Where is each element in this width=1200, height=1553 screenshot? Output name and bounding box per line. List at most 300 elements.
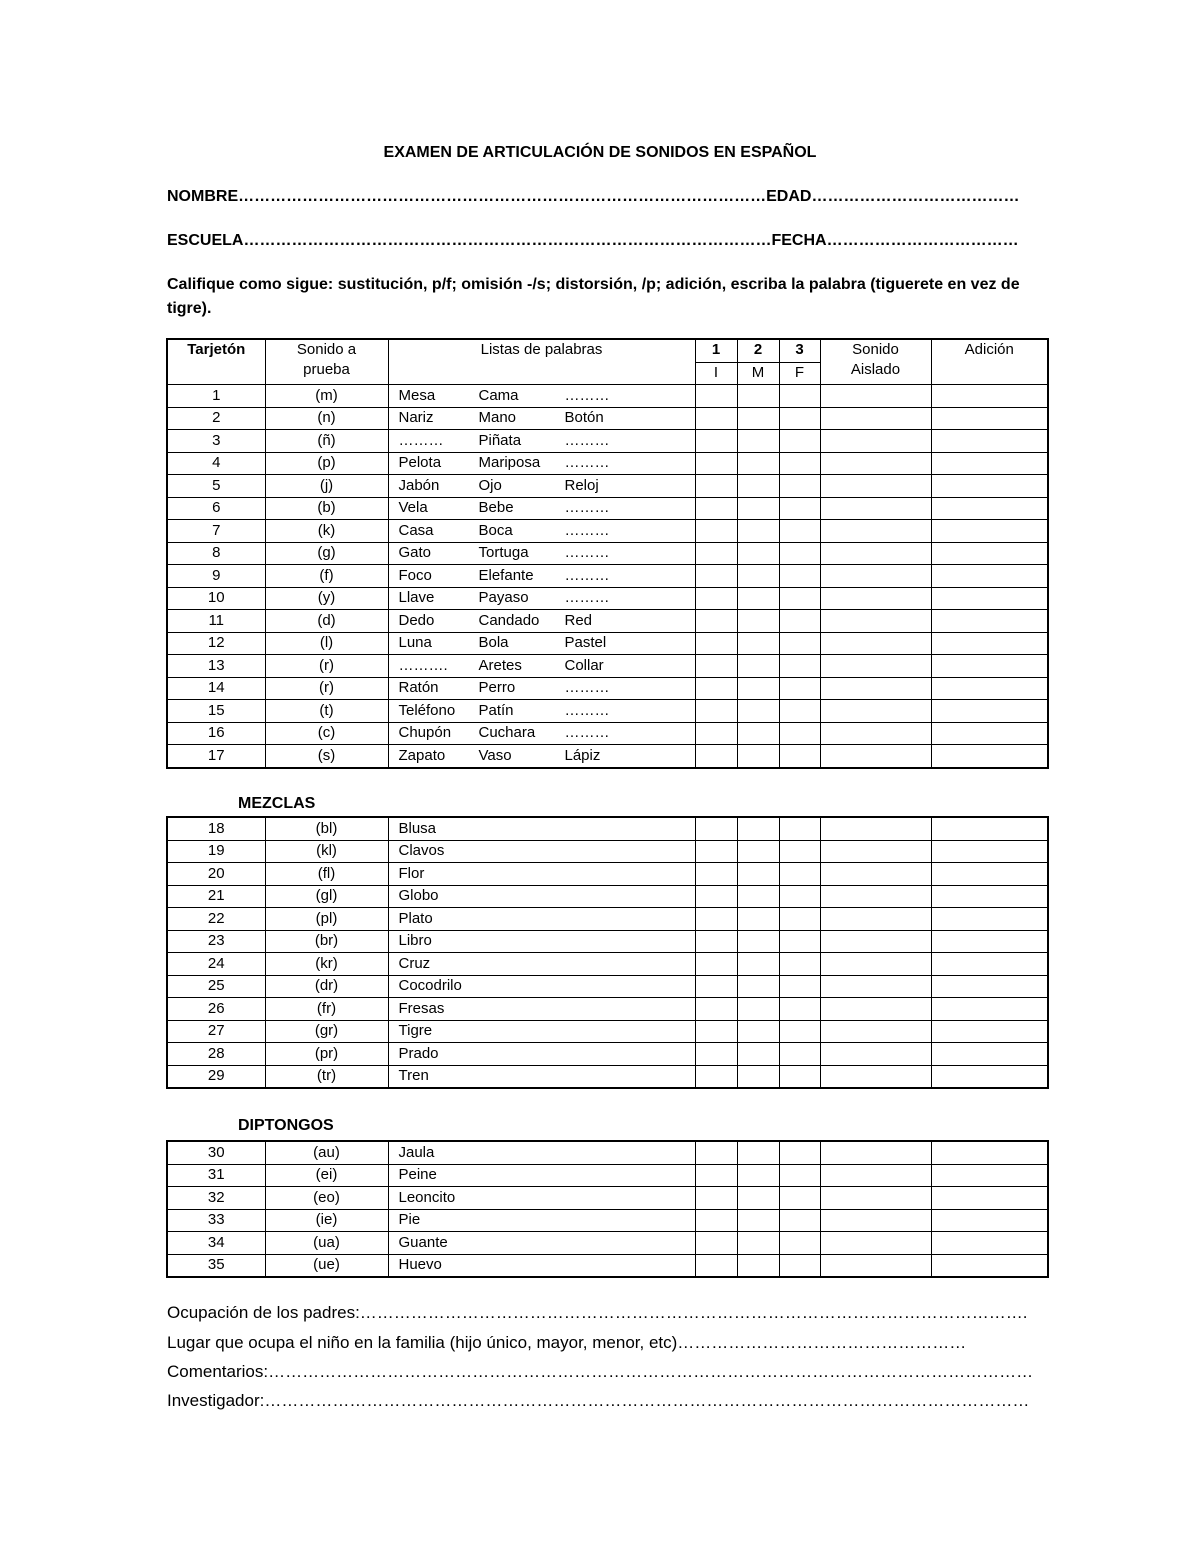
cell-pos2[interactable] — [737, 655, 779, 678]
cell-pos3[interactable] — [779, 863, 820, 886]
cell-pos1[interactable] — [695, 1209, 737, 1232]
table-row — [167, 953, 1048, 976]
word-item: Blusa — [388, 817, 695, 840]
cell-pos2[interactable] — [737, 587, 779, 610]
cell-pos3[interactable] — [779, 610, 820, 633]
sound-label: (g) — [265, 542, 388, 565]
word-item: Zapato — [398, 746, 446, 764]
table-row — [167, 565, 1048, 588]
card-number: 2 — [167, 407, 265, 430]
cell-pos2[interactable] — [737, 885, 779, 908]
cell-pos1[interactable] — [695, 1141, 737, 1164]
cell-pos2[interactable] — [737, 840, 779, 863]
cell-adicion[interactable] — [931, 1254, 1048, 1277]
word-list — [388, 700, 695, 723]
card-number: 7 — [167, 520, 265, 543]
cell-pos2[interactable] — [737, 863, 779, 886]
cell-adicion[interactable] — [931, 908, 1048, 931]
cell-adicion[interactable] — [931, 1020, 1048, 1043]
cell-pos1[interactable] — [695, 840, 737, 863]
word-item: ……… — [564, 566, 610, 584]
cell-pos3[interactable] — [779, 885, 820, 908]
cell-pos1[interactable] — [695, 587, 737, 610]
cell-pos3[interactable] — [779, 1254, 820, 1277]
word-list — [388, 655, 695, 678]
cell-adicion[interactable] — [931, 610, 1048, 633]
cell-pos2[interactable] — [737, 1020, 779, 1043]
sound-label: (bl) — [265, 817, 388, 840]
cell-pos3[interactable] — [779, 587, 820, 610]
cell-pos2[interactable] — [737, 475, 779, 498]
cell-adicion[interactable] — [931, 953, 1048, 976]
cell-pos2[interactable] — [737, 745, 779, 768]
card-number: 13 — [167, 655, 265, 678]
cell-adicion[interactable] — [931, 565, 1048, 588]
cell-pos1[interactable] — [695, 1187, 737, 1210]
cell-pos2[interactable] — [737, 1043, 779, 1066]
word-item: Tigre — [388, 1020, 695, 1043]
cell-pos1[interactable] — [695, 610, 737, 633]
comentarios-field[interactable]: Comentarios:……………………………………………………………………………………………………………………… — [167, 1362, 1034, 1381]
cell-pos1[interactable] — [695, 1254, 737, 1277]
cell-aislado[interactable] — [820, 1232, 931, 1255]
cell-adicion[interactable] — [931, 1164, 1048, 1187]
cell-pos3[interactable] — [779, 1187, 820, 1210]
cell-pos3[interactable] — [779, 700, 820, 723]
cell-aislado[interactable] — [820, 1020, 931, 1043]
cell-pos3[interactable] — [779, 840, 820, 863]
cell-pos2[interactable] — [737, 430, 779, 453]
word-item: Bebe — [478, 499, 514, 517]
word-item: Fresas — [388, 998, 695, 1021]
cell-aislado[interactable] — [820, 1141, 931, 1164]
cell-pos3[interactable] — [779, 677, 820, 700]
cell-aislado[interactable] — [820, 610, 931, 633]
cell-pos1[interactable] — [695, 700, 737, 723]
cell-pos1[interactable] — [695, 885, 737, 908]
cell-aislado[interactable] — [820, 1043, 931, 1066]
table-row — [167, 520, 1048, 543]
header-pos1: 1 — [695, 339, 737, 362]
header-aislado-line1: Sonido — [852, 341, 899, 358]
word-item: Red — [564, 611, 593, 629]
cell-pos3[interactable] — [779, 475, 820, 498]
cell-pos3[interactable] — [779, 908, 820, 931]
table-row — [167, 655, 1048, 678]
card-number: 14 — [167, 677, 265, 700]
cell-pos2[interactable] — [737, 1187, 779, 1210]
header-sonido-line1: Sonido a — [296, 341, 357, 358]
cell-pos2[interactable] — [737, 407, 779, 430]
table-row — [167, 587, 1048, 610]
table-row — [167, 497, 1048, 520]
cell-adicion[interactable] — [931, 677, 1048, 700]
cell-adicion[interactable] — [931, 722, 1048, 745]
word-list — [388, 475, 695, 498]
sound-label: (b) — [265, 497, 388, 520]
cell-pos3[interactable] — [779, 632, 820, 655]
cell-adicion[interactable] — [931, 930, 1048, 953]
table-row — [167, 1141, 1048, 1164]
word-item: ………. — [398, 656, 448, 674]
cell-adicion[interactable] — [931, 998, 1048, 1021]
cell-pos1[interactable] — [695, 452, 737, 475]
cell-aislado[interactable] — [820, 953, 931, 976]
word-list — [388, 722, 695, 745]
sound-label: (n) — [265, 407, 388, 430]
cell-adicion[interactable] — [931, 430, 1048, 453]
cell-aislado[interactable] — [820, 677, 931, 700]
cell-adicion[interactable] — [931, 1187, 1048, 1210]
word-item: Jaula — [388, 1141, 695, 1164]
cell-pos1[interactable] — [695, 520, 737, 543]
cell-pos2[interactable] — [737, 930, 779, 953]
cell-pos2[interactable] — [737, 908, 779, 931]
cell-pos3[interactable] — [779, 520, 820, 543]
word-list — [388, 407, 695, 430]
word-list — [388, 385, 695, 408]
cell-pos3[interactable] — [779, 745, 820, 768]
word-item: Bola — [478, 634, 509, 652]
page-title: EXAMEN DE ARTICULACIÓN DE SONIDOS EN ESPAÑOL — [383, 144, 817, 161]
cell-pos2[interactable] — [737, 1141, 779, 1164]
cell-aislado[interactable] — [820, 930, 931, 953]
word-list — [388, 677, 695, 700]
cell-pos1[interactable] — [695, 632, 737, 655]
mezclas-table — [166, 816, 1049, 1089]
cell-pos1[interactable] — [695, 385, 737, 408]
sound-label: (f) — [265, 565, 388, 588]
card-number: 34 — [167, 1232, 265, 1255]
cell-pos3[interactable] — [779, 385, 820, 408]
word-list — [388, 632, 695, 655]
cell-adicion[interactable] — [931, 520, 1048, 543]
header-listas: Listas de palabras — [388, 339, 695, 385]
word-item: Plato — [388, 908, 695, 931]
cell-aislado[interactable] — [820, 655, 931, 678]
word-list — [388, 610, 695, 633]
ocupacion-field[interactable]: Ocupación de los padres:………………………………………………………………………………………………………. — [167, 1303, 1028, 1322]
word-item: Cama — [478, 386, 519, 404]
cell-pos1[interactable] — [695, 542, 737, 565]
cell-pos3[interactable] — [779, 1232, 820, 1255]
word-item: Vaso — [478, 746, 512, 764]
cell-pos2[interactable] — [737, 1065, 779, 1088]
cell-pos1[interactable] — [695, 745, 737, 768]
card-number: 3 — [167, 430, 265, 453]
sound-label: (gl) — [265, 885, 388, 908]
cell-aislado[interactable] — [820, 1187, 931, 1210]
sound-label: (c) — [265, 722, 388, 745]
cell-aislado[interactable] — [820, 632, 931, 655]
card-number: 16 — [167, 722, 265, 745]
word-item: Libro — [388, 930, 695, 953]
cell-pos2[interactable] — [737, 975, 779, 998]
cell-aislado[interactable] — [820, 497, 931, 520]
cell-aislado[interactable] — [820, 885, 931, 908]
cell-aislado[interactable] — [820, 840, 931, 863]
cell-pos2[interactable] — [737, 1232, 779, 1255]
cell-adicion[interactable] — [931, 700, 1048, 723]
table-row — [167, 1254, 1048, 1277]
cell-adicion[interactable] — [931, 1141, 1048, 1164]
lugar-field[interactable]: Lugar que ocupa el niño en la familia (hijo único, mayor, menor, etc)…………………………………………… — [167, 1333, 967, 1352]
cell-aislado[interactable] — [820, 908, 931, 931]
word-item: Huevo — [388, 1254, 695, 1277]
cell-aislado[interactable] — [820, 520, 931, 543]
cell-pos3[interactable] — [779, 1164, 820, 1187]
word-item: Pelota — [398, 454, 442, 472]
cell-pos1[interactable] — [695, 407, 737, 430]
word-item: Gato — [398, 544, 432, 562]
header-pos3: 3 — [779, 339, 820, 362]
sound-label: (ue) — [265, 1254, 388, 1277]
diptongos-table — [166, 1140, 1049, 1278]
cell-pos3[interactable] — [779, 542, 820, 565]
card-number: 28 — [167, 1043, 265, 1066]
cell-pos2[interactable] — [737, 565, 779, 588]
cell-adicion[interactable] — [931, 840, 1048, 863]
cell-adicion[interactable] — [931, 1043, 1048, 1066]
word-list — [388, 745, 695, 768]
cell-pos1[interactable] — [695, 565, 737, 588]
cell-adicion[interactable] — [931, 655, 1048, 678]
nombre-edad-field[interactable]: NOMBRE………………………………………………………………………………………EDAD………………………………… — [167, 188, 1020, 205]
word-item: Casa — [398, 521, 434, 539]
cell-pos3[interactable] — [779, 1020, 820, 1043]
cell-pos2[interactable] — [737, 632, 779, 655]
cell-adicion[interactable] — [931, 1209, 1048, 1232]
cell-pos3[interactable] — [779, 655, 820, 678]
word-item: Aretes — [478, 656, 522, 674]
word-item: ……… — [564, 386, 610, 404]
cell-pos1[interactable] — [695, 975, 737, 998]
card-number: 10 — [167, 587, 265, 610]
word-item: ……… — [564, 431, 610, 449]
cell-pos3[interactable] — [779, 953, 820, 976]
word-item: Boca — [478, 521, 513, 539]
header-sonido-line2: prueba — [303, 361, 350, 378]
sound-label: (m) — [265, 385, 388, 408]
cell-pos2[interactable] — [737, 998, 779, 1021]
word-item: Piñata — [478, 431, 522, 449]
cell-pos1[interactable] — [695, 1020, 737, 1043]
cell-pos3[interactable] — [779, 565, 820, 588]
header-pos3-sub: F — [779, 362, 820, 385]
cell-aislado[interactable] — [820, 863, 931, 886]
cell-pos2[interactable] — [737, 520, 779, 543]
word-item: Pastel — [564, 634, 607, 652]
cell-pos3[interactable] — [779, 1141, 820, 1164]
cell-pos3[interactable] — [779, 452, 820, 475]
cell-adicion[interactable] — [931, 497, 1048, 520]
cell-pos2[interactable] — [737, 953, 779, 976]
cell-pos2[interactable] — [737, 1209, 779, 1232]
cell-pos1[interactable] — [695, 863, 737, 886]
cell-pos1[interactable] — [695, 677, 737, 700]
cell-pos2[interactable] — [737, 722, 779, 745]
cell-adicion[interactable] — [931, 1232, 1048, 1255]
card-number: 33 — [167, 1209, 265, 1232]
cell-pos2[interactable] — [737, 497, 779, 520]
cell-adicion[interactable] — [931, 385, 1048, 408]
table-row — [167, 677, 1048, 700]
sound-label: (d) — [265, 610, 388, 633]
cell-pos2[interactable] — [737, 542, 779, 565]
cell-aislado[interactable] — [820, 700, 931, 723]
cell-pos2[interactable] — [737, 610, 779, 633]
cell-pos1[interactable] — [695, 430, 737, 453]
cell-adicion[interactable] — [931, 817, 1048, 840]
word-item: ……… — [564, 701, 610, 719]
word-item: Mariposa — [478, 454, 541, 472]
cell-pos2[interactable] — [737, 1164, 779, 1187]
word-item: Leoncito — [388, 1187, 695, 1210]
word-item: Globo — [388, 885, 695, 908]
diptongos-heading: DIPTONGOS — [238, 1117, 334, 1134]
table-row — [167, 840, 1048, 863]
table-row — [167, 1043, 1048, 1066]
cell-pos3[interactable] — [779, 1043, 820, 1066]
sound-label: (au) — [265, 1141, 388, 1164]
cell-aislado[interactable] — [820, 542, 931, 565]
word-item: Luna — [398, 634, 432, 652]
header-aislado-line2: Aislado — [850, 361, 901, 378]
card-number: 15 — [167, 700, 265, 723]
word-item: Teléfono — [398, 701, 456, 719]
cell-pos1[interactable] — [695, 497, 737, 520]
word-item: ……… — [564, 499, 610, 517]
cell-pos1[interactable] — [695, 930, 737, 953]
cell-pos1[interactable] — [695, 722, 737, 745]
word-item: Llave — [398, 589, 435, 607]
cell-pos1[interactable] — [695, 817, 737, 840]
cell-adicion[interactable] — [931, 745, 1048, 768]
cell-adicion[interactable] — [931, 542, 1048, 565]
cell-aislado[interactable] — [820, 1254, 931, 1277]
table-row — [167, 908, 1048, 931]
sound-label: (y) — [265, 587, 388, 610]
cell-pos1[interactable] — [695, 1065, 737, 1088]
table-row — [167, 745, 1048, 768]
cell-aislado[interactable] — [820, 407, 931, 430]
cell-pos2[interactable] — [737, 700, 779, 723]
cell-pos2[interactable] — [737, 385, 779, 408]
investigador-field[interactable]: Investigador:……………………………………………………………………………………………………………………… — [167, 1391, 1030, 1410]
cell-aislado[interactable] — [820, 817, 931, 840]
cell-aislado[interactable] — [820, 587, 931, 610]
cell-aislado[interactable] — [820, 475, 931, 498]
cell-aislado[interactable] — [820, 430, 931, 453]
cell-pos1[interactable] — [695, 1043, 737, 1066]
card-number: 31 — [167, 1164, 265, 1187]
cell-aislado[interactable] — [820, 722, 931, 745]
cell-adicion[interactable] — [931, 407, 1048, 430]
cell-adicion[interactable] — [931, 885, 1048, 908]
cell-pos3[interactable] — [779, 430, 820, 453]
cell-aislado[interactable] — [820, 1065, 931, 1088]
cell-adicion[interactable] — [931, 863, 1048, 886]
word-item: Patín — [478, 701, 514, 719]
cell-pos1[interactable] — [695, 475, 737, 498]
card-number: 4 — [167, 452, 265, 475]
cell-pos1[interactable] — [695, 1232, 737, 1255]
word-item: Collar — [564, 656, 604, 674]
cell-adicion[interactable] — [931, 475, 1048, 498]
sound-label: (tr) — [265, 1065, 388, 1088]
card-number: 11 — [167, 610, 265, 633]
cell-pos1[interactable] — [695, 953, 737, 976]
card-number: 20 — [167, 863, 265, 886]
sound-label: (r) — [265, 655, 388, 678]
cell-pos3[interactable] — [779, 930, 820, 953]
sound-label: (gr) — [265, 1020, 388, 1043]
word-item: ……… — [564, 521, 610, 539]
header-pos1-sub: I — [695, 362, 737, 385]
cell-pos3[interactable] — [779, 497, 820, 520]
card-number: 21 — [167, 885, 265, 908]
escuela-fecha-field[interactable]: ESCUELA………………………………………………………………………………………FECHA……………………………… — [167, 232, 1019, 249]
cell-pos1[interactable] — [695, 908, 737, 931]
cell-aislado[interactable] — [820, 565, 931, 588]
cell-pos1[interactable] — [695, 655, 737, 678]
cell-adicion[interactable] — [931, 1065, 1048, 1088]
cell-adicion[interactable] — [931, 452, 1048, 475]
header-tarjeton: Tarjetón — [167, 339, 265, 385]
cell-pos2[interactable] — [737, 677, 779, 700]
sound-label: (t) — [265, 700, 388, 723]
cell-pos3[interactable] — [779, 817, 820, 840]
card-number: 12 — [167, 632, 265, 655]
sound-label: (r) — [265, 677, 388, 700]
cell-pos3[interactable] — [779, 975, 820, 998]
cell-aislado[interactable] — [820, 975, 931, 998]
word-item: ……… — [564, 679, 610, 697]
cell-adicion[interactable] — [931, 587, 1048, 610]
cell-adicion[interactable] — [931, 632, 1048, 655]
word-item: Candado — [478, 611, 540, 629]
cell-pos1[interactable] — [695, 998, 737, 1021]
cell-pos2[interactable] — [737, 1254, 779, 1277]
cell-aislado[interactable] — [820, 745, 931, 768]
card-number: 8 — [167, 542, 265, 565]
cell-aislado[interactable] — [820, 1209, 931, 1232]
word-list — [388, 430, 695, 453]
cell-aislado[interactable] — [820, 385, 931, 408]
cell-pos1[interactable] — [695, 1164, 737, 1187]
word-item: Cuchara — [478, 724, 536, 742]
table-row — [167, 1065, 1048, 1088]
table-row — [167, 452, 1048, 475]
cell-aislado[interactable] — [820, 998, 931, 1021]
cell-aislado[interactable] — [820, 452, 931, 475]
cell-pos3[interactable] — [779, 722, 820, 745]
cell-pos3[interactable] — [779, 1209, 820, 1232]
card-number: 6 — [167, 497, 265, 520]
cell-pos3[interactable] — [779, 407, 820, 430]
cell-aislado[interactable] — [820, 1164, 931, 1187]
cell-pos3[interactable] — [779, 998, 820, 1021]
word-item: ……… — [398, 431, 444, 449]
cell-pos2[interactable] — [737, 817, 779, 840]
header-pos2: 2 — [737, 339, 779, 362]
word-list — [388, 520, 695, 543]
sound-label: (eo) — [265, 1187, 388, 1210]
cell-pos2[interactable] — [737, 452, 779, 475]
cell-pos3[interactable] — [779, 1065, 820, 1088]
word-item: Elefante — [478, 566, 534, 584]
cell-adicion[interactable] — [931, 975, 1048, 998]
